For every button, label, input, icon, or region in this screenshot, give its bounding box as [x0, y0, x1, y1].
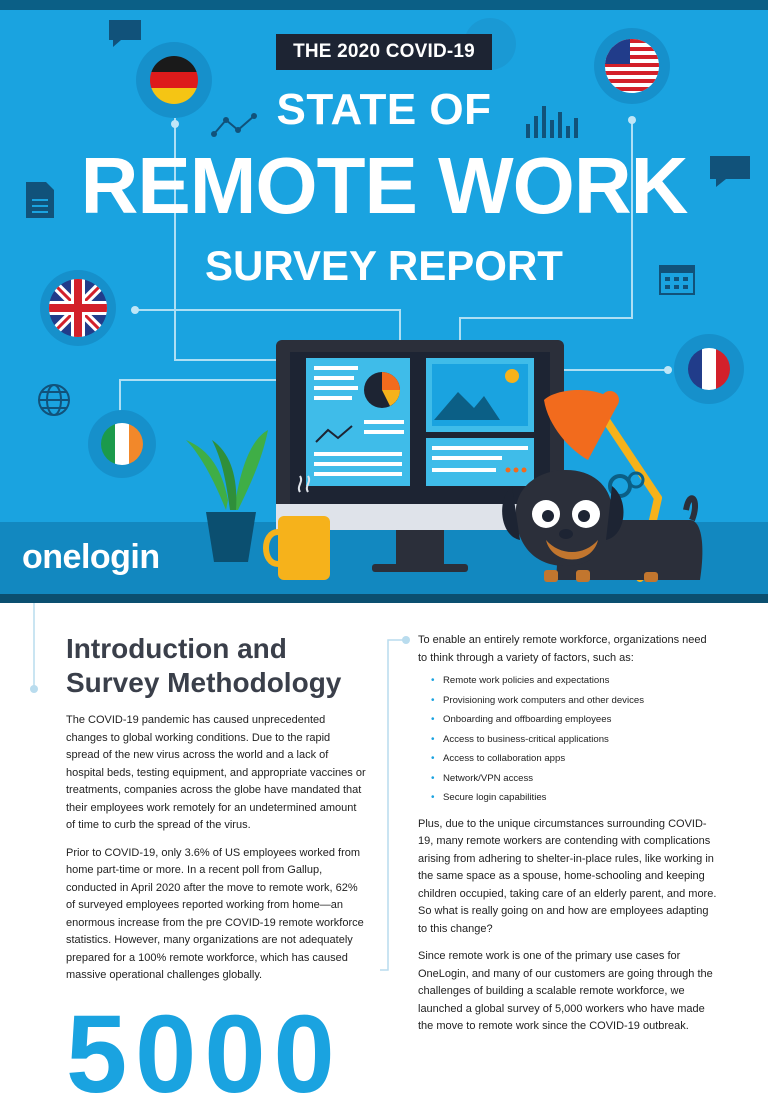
list-item: • Network/VPN access — [418, 769, 718, 789]
report-kicker: THE 2020 COVID-19 — [276, 34, 492, 70]
big-number-text: 5000 — [66, 993, 343, 1116]
dog-illustration — [502, 470, 702, 582]
list-item: • Remote work policies and expectations — [418, 671, 718, 691]
intro-paragraph: Prior to COVID-19, only 3.6% of US employees worked from home part-time or more. In a recent poll from Gallup, conducted in April 2020 after the move to remote work, 62% of surveyed employees reported working from home—an enormous increase from the pre COVID-19 remote workforce statistics. However, many organizations are not adequately prepared for a 100% remote workforce, which has caused massive operational challenges globally. — [66, 846, 364, 981]
intro-column — [66, 632, 366, 995]
timeline-rail-left — [24, 603, 44, 695]
factors-lead: To enable an entirely remote workforce, organizations need to think through a variety of factors, such as: — [418, 634, 707, 664]
list-item: • Secure login capabilities — [418, 788, 718, 808]
list-item: • Access to collaboration apps — [418, 749, 718, 769]
list-item: • Access to business-critical applications — [418, 730, 718, 750]
body-paragraph: Since remote work is one of the primary use cases for OneLogin, and many of our customers are going through the challenges of building a scalable remote workforce, we launched a global survey of 5,000 workers who have made the move to remote work since the COVID-19 outbreak. — [418, 950, 713, 1032]
onelogin-logo: onelogin — [22, 538, 160, 576]
intro-paragraph: The COVID-19 pandemic has caused unprecedented changes to global working conditions. Due to the rapid spread of the new virus across the world and a lack of hospital beds, testing equipment, and appropriate vaccines or treatments, companies across the globe have mandated that their employees work remotely for an undetermined amount of time to curb the spread of the virus. — [66, 714, 366, 831]
list-item: • Provisioning work computers and other devices — [418, 691, 718, 711]
big-number-stat — [66, 993, 386, 1116]
title-remote-work: REMOTE WORK — [80, 141, 688, 230]
body-paragraph: Plus, due to the unique circumstances surrounding COVID-19, many remote workers are contending with complications arising from adhering to shelter-in-place rules, like working in the same space as a spouse, home-schooling and keeping children occupied, taking care of an elderly parent, and more. So what is really going on and how are employees adapting to this change? — [418, 817, 717, 935]
plant-illustration — [186, 430, 268, 562]
list-item: • Onboarding and offboarding employees — [418, 710, 718, 730]
factors-column — [418, 632, 718, 1046]
title-state-of: STATE OF — [276, 85, 492, 134]
section-heading: Introduction and Survey Methodology — [66, 633, 342, 698]
factors-list — [418, 671, 718, 808]
title-survey-report: SURVEY REPORT — [205, 242, 563, 289]
timeline-rail-right — [380, 632, 420, 977]
